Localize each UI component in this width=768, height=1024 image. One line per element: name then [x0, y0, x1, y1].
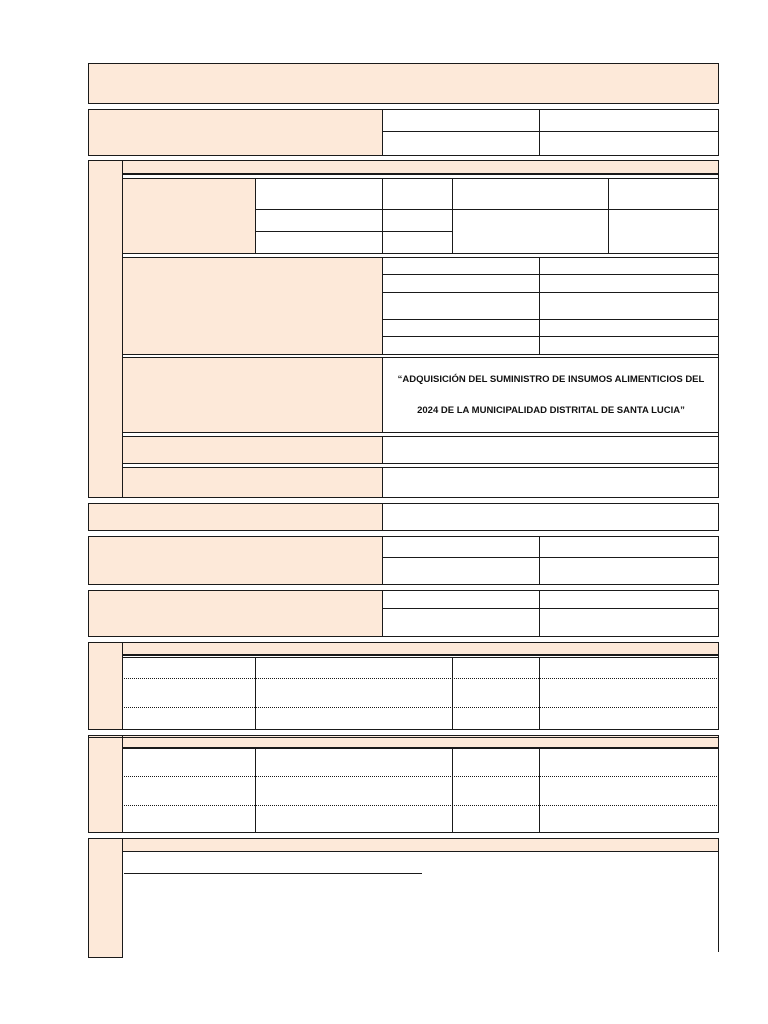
form-title-banner — [88, 63, 719, 104]
table-b-body — [122, 748, 719, 833]
entity-section-header — [122, 160, 719, 174]
entity-label-d — [123, 437, 382, 463]
entity-label-b — [123, 258, 382, 354]
two-row-label-a — [88, 536, 383, 585]
header-label-cell — [88, 109, 383, 156]
table-a-header — [122, 642, 719, 655]
two-row-label-b — [88, 590, 383, 637]
entity-label-e — [123, 468, 382, 497]
description-line-2: 2024 DE LA MUNICIPALIDAD DISTRITAL DE SANTA LUCIA” — [417, 405, 685, 416]
single-row-label — [88, 503, 383, 531]
header-value-grid — [382, 109, 719, 156]
procurement-description — [383, 358, 719, 432]
table-a-body — [122, 655, 719, 730]
notes-right-border — [718, 852, 719, 952]
entity-label-a — [123, 179, 255, 253]
notes-header — [122, 838, 719, 852]
two-row-values-b — [382, 590, 719, 637]
description-line-1: “ADQUISICIÓN DEL SUMINISTRO DE INSUMOS ALIMENTICIOS DEL — [397, 374, 705, 385]
two-row-values-a — [382, 536, 719, 585]
table-b-side-tab — [88, 735, 123, 833]
description-label — [123, 358, 382, 432]
notes-side-tab — [88, 838, 123, 958]
table-a-side-tab — [88, 642, 123, 730]
single-row-value — [382, 503, 719, 531]
entity-side-tab — [88, 160, 123, 498]
notes-underline — [124, 873, 422, 874]
